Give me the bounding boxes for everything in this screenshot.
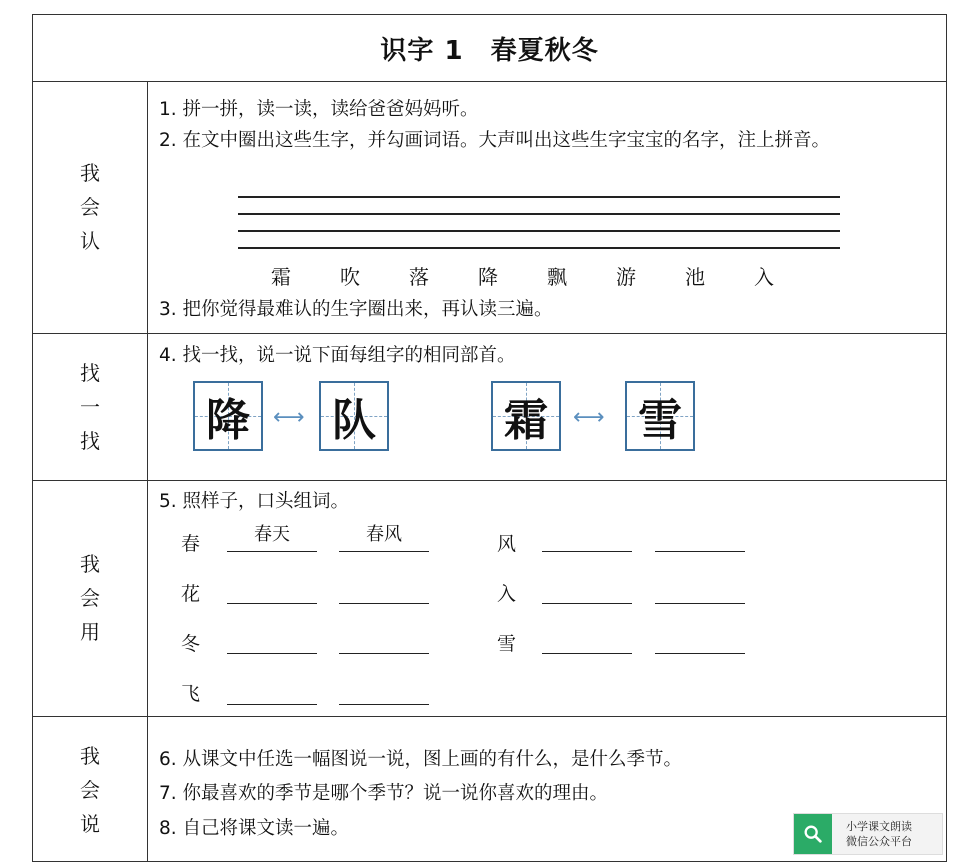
answer-blank[interactable] [542,575,632,604]
char-item: 吹 [340,265,360,289]
answer-blank[interactable] [339,625,429,654]
section-label-find: 找 一 找 [80,360,100,453]
word-char: 花 [181,583,201,605]
logo-line-1: 小学课文朗读 [846,820,912,833]
double-arrow-icon: ⟷ [273,405,305,430]
answer-blank[interactable] [542,523,632,552]
char-grid-box: 雪 [625,381,695,451]
row-divider [33,333,946,334]
answer-blank[interactable] [339,575,429,604]
question-1: 1. 拼一拼，读一读，读给爸爸妈妈听。 [159,99,479,120]
answer-blank[interactable] [227,676,317,705]
question-4: 4. 找一找，说一说下面每组字的相同部首。 [159,345,516,366]
word-char: 冬 [181,633,201,655]
section-label-use: 我 会 用 [80,552,100,644]
char-item: 飘 [547,265,567,289]
char-item: 落 [409,265,429,289]
char-item: 霜 [271,265,291,289]
word-char: 雪 [497,633,517,655]
search-icon [794,814,832,854]
answer-blank[interactable] [655,575,745,604]
logo-line-2: 微信公众平台 [846,835,912,848]
answer-blank[interactable] [542,625,632,654]
column-divider [147,81,148,861]
word-char: 风 [497,533,517,555]
char-grid-box: 队 [319,381,389,451]
section-label-recognize: 我 会 认 [80,161,100,253]
pinyin-writing-lines [238,196,840,264]
new-characters [271,261,823,290]
question-2: 2. 在文中圈出这些生字，并勾画词语。大声叫出这些生字宝宝的名字，注上拼音。 [159,130,831,151]
char-item: 降 [478,265,498,289]
answer-blank[interactable] [227,575,317,604]
row-divider [33,480,946,481]
question-3: 3. 把你觉得最难认的生字圈出来，再认读三遍。 [159,299,553,320]
char-grid-box: 降 [193,381,263,451]
word-char: 春 [181,533,201,555]
answer-blank[interactable] [227,625,317,654]
answer-blank[interactable] [339,676,429,705]
answer-blank[interactable]: 春风 [339,523,429,552]
char-grid-box: 霜 [491,381,561,451]
question-7: 7. 你最喜欢的季节是哪个季节？说一说你喜欢的理由。 [159,783,609,804]
char-item: 池 [685,265,705,289]
question-5: 5. 照样子，口头组词。 [159,491,350,512]
answer-blank[interactable] [655,625,745,654]
char-item: 入 [754,265,774,289]
worksheet-table [32,14,947,862]
page-title: 识字 1 春夏秋冬 [33,15,946,82]
word-char: 入 [497,583,517,605]
answer-blank[interactable]: 春天 [227,523,317,552]
question-8: 8. 自己将课文读一遍。 [159,818,350,839]
row-divider [33,716,946,717]
double-arrow-icon: ⟷ [573,405,605,430]
question-6: 6. 从课文中任选一幅图说一说，图上画的有什么，是什么季节。 [159,749,683,770]
word-char: 飞 [181,683,201,705]
section-label-speak: 我 会 说 [80,743,100,836]
char-item: 游 [616,265,636,289]
wechat-logo-badge [793,813,943,855]
answer-blank[interactable] [655,523,745,552]
